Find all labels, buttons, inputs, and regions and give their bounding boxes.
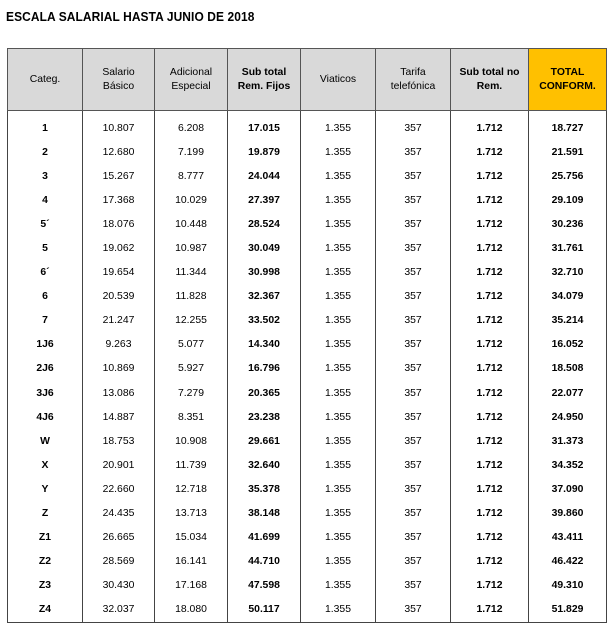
- cell-adicional-especial: 11.344: [155, 261, 228, 285]
- cell-total-conform: 39.860: [529, 502, 607, 526]
- header-total-conform: TOTAL CONFORM.: [529, 49, 607, 111]
- cell-subtotal-rem-fijos: 32.640: [228, 453, 301, 477]
- cell-salario-basico: 19.062: [83, 236, 155, 260]
- cell-tarifa-telefonica: 357: [376, 261, 451, 285]
- cell-tarifa-telefonica: 357: [376, 111, 451, 141]
- cell-salario-basico: 12.680: [83, 140, 155, 164]
- cell-categ: 6´: [8, 261, 83, 285]
- cell-categ: Z: [8, 502, 83, 526]
- cell-adicional-especial: 18.080: [155, 598, 228, 623]
- cell-salario-basico: 17.368: [83, 188, 155, 212]
- cell-viaticos: 1.355: [301, 285, 376, 309]
- cell-total-conform: 25.756: [529, 164, 607, 188]
- cell-viaticos: 1.355: [301, 453, 376, 477]
- cell-total-conform: 32.710: [529, 261, 607, 285]
- table-body: [8, 111, 607, 623]
- cell-subtotal-no-rem: 1.712: [451, 261, 529, 285]
- cell-tarifa-telefonica: 357: [376, 405, 451, 429]
- cell-subtotal-no-rem: 1.712: [451, 309, 529, 333]
- cell-subtotal-no-rem: 1.712: [451, 598, 529, 623]
- cell-subtotal-rem-fijos: 20.365: [228, 381, 301, 405]
- cell-salario-basico: 18.076: [83, 212, 155, 236]
- table-row: [8, 453, 607, 477]
- cell-adicional-especial: 11.828: [155, 285, 228, 309]
- cell-adicional-especial: 13.713: [155, 502, 228, 526]
- cell-viaticos: 1.355: [301, 140, 376, 164]
- cell-viaticos: 1.355: [301, 502, 376, 526]
- cell-subtotal-rem-fijos: 44.710: [228, 550, 301, 574]
- cell-adicional-especial: 5.077: [155, 333, 228, 357]
- cell-salario-basico: 15.267: [83, 164, 155, 188]
- cell-salario-basico: 10.807: [83, 111, 155, 141]
- cell-tarifa-telefonica: 357: [376, 164, 451, 188]
- cell-viaticos: 1.355: [301, 333, 376, 357]
- table-row: [8, 236, 607, 260]
- cell-total-conform: 18.727: [529, 111, 607, 141]
- cell-adicional-especial: 10.987: [155, 236, 228, 260]
- cell-salario-basico: 10.869: [83, 357, 155, 381]
- cell-salario-basico: 28.569: [83, 550, 155, 574]
- cell-adicional-especial: 10.448: [155, 212, 228, 236]
- cell-total-conform: 31.761: [529, 236, 607, 260]
- cell-adicional-especial: 5.927: [155, 357, 228, 381]
- cell-salario-basico: 19.654: [83, 261, 155, 285]
- cell-viaticos: 1.355: [301, 550, 376, 574]
- cell-subtotal-no-rem: 1.712: [451, 357, 529, 381]
- cell-adicional-especial: 7.199: [155, 140, 228, 164]
- cell-viaticos: 1.355: [301, 477, 376, 501]
- header-subtotal-no-rem: Sub total no Rem.: [451, 49, 529, 111]
- table-row: [8, 212, 607, 236]
- table-row: [8, 285, 607, 309]
- table-row: [8, 111, 607, 141]
- table-row: [8, 526, 607, 550]
- cell-viaticos: 1.355: [301, 526, 376, 550]
- cell-subtotal-no-rem: 1.712: [451, 477, 529, 501]
- cell-subtotal-rem-fijos: 47.598: [228, 574, 301, 598]
- cell-subtotal-no-rem: 1.712: [451, 140, 529, 164]
- cell-viaticos: 1.355: [301, 188, 376, 212]
- cell-subtotal-no-rem: 1.712: [451, 111, 529, 141]
- cell-categ: 2: [8, 140, 83, 164]
- cell-total-conform: 35.214: [529, 309, 607, 333]
- cell-viaticos: 1.355: [301, 381, 376, 405]
- cell-subtotal-no-rem: 1.712: [451, 550, 529, 574]
- cell-subtotal-no-rem: 1.712: [451, 429, 529, 453]
- cell-subtotal-rem-fijos: 35.378: [228, 477, 301, 501]
- cell-total-conform: 43.411: [529, 526, 607, 550]
- cell-categ: 2J6: [8, 357, 83, 381]
- table-row: [8, 261, 607, 285]
- table-row: [8, 550, 607, 574]
- cell-categ: 1: [8, 111, 83, 141]
- cell-tarifa-telefonica: 357: [376, 598, 451, 623]
- table-row: [8, 502, 607, 526]
- table-row: [8, 309, 607, 333]
- cell-tarifa-telefonica: 357: [376, 140, 451, 164]
- cell-subtotal-rem-fijos: 50.117: [228, 598, 301, 623]
- cell-categ: 3: [8, 164, 83, 188]
- cell-total-conform: 21.591: [529, 140, 607, 164]
- cell-salario-basico: 14.887: [83, 405, 155, 429]
- cell-adicional-especial: 15.034: [155, 526, 228, 550]
- cell-total-conform: 49.310: [529, 574, 607, 598]
- cell-salario-basico: 22.660: [83, 477, 155, 501]
- cell-subtotal-no-rem: 1.712: [451, 526, 529, 550]
- header-salario-basico: Salario Básico: [83, 49, 155, 111]
- table-row: [8, 140, 607, 164]
- cell-tarifa-telefonica: 357: [376, 550, 451, 574]
- table-row: [8, 598, 607, 623]
- cell-tarifa-telefonica: 357: [376, 526, 451, 550]
- cell-salario-basico: 13.086: [83, 381, 155, 405]
- cell-viaticos: 1.355: [301, 261, 376, 285]
- cell-adicional-especial: 12.718: [155, 477, 228, 501]
- cell-salario-basico: 20.901: [83, 453, 155, 477]
- table-row: [8, 381, 607, 405]
- cell-subtotal-no-rem: 1.712: [451, 502, 529, 526]
- header-viaticos: Viaticos: [301, 49, 376, 111]
- cell-adicional-especial: 8.777: [155, 164, 228, 188]
- cell-categ: Z2: [8, 550, 83, 574]
- cell-subtotal-rem-fijos: 38.148: [228, 502, 301, 526]
- cell-tarifa-telefonica: 357: [376, 236, 451, 260]
- cell-subtotal-no-rem: 1.712: [451, 188, 529, 212]
- cell-viaticos: 1.355: [301, 405, 376, 429]
- cell-viaticos: 1.355: [301, 164, 376, 188]
- cell-total-conform: 16.052: [529, 333, 607, 357]
- cell-tarifa-telefonica: 357: [376, 357, 451, 381]
- cell-categ: 5: [8, 236, 83, 260]
- cell-categ: Z1: [8, 526, 83, 550]
- cell-adicional-especial: 11.739: [155, 453, 228, 477]
- cell-subtotal-rem-fijos: 30.998: [228, 261, 301, 285]
- cell-total-conform: 30.236: [529, 212, 607, 236]
- cell-subtotal-rem-fijos: 29.661: [228, 429, 301, 453]
- cell-subtotal-rem-fijos: 17.015: [228, 111, 301, 141]
- salary-scale-table: [7, 48, 607, 623]
- cell-categ: 4: [8, 188, 83, 212]
- cell-subtotal-no-rem: 1.712: [451, 453, 529, 477]
- table-header-row: [8, 49, 607, 111]
- cell-categ: 7: [8, 309, 83, 333]
- cell-tarifa-telefonica: 357: [376, 212, 451, 236]
- table-row: [8, 477, 607, 501]
- cell-subtotal-rem-fijos: 27.397: [228, 188, 301, 212]
- cell-subtotal-no-rem: 1.712: [451, 381, 529, 405]
- cell-categ: 6: [8, 285, 83, 309]
- cell-categ: Z3: [8, 574, 83, 598]
- cell-adicional-especial: 10.908: [155, 429, 228, 453]
- cell-tarifa-telefonica: 357: [376, 285, 451, 309]
- cell-salario-basico: 9.263: [83, 333, 155, 357]
- cell-categ: W: [8, 429, 83, 453]
- cell-categ: 3J6: [8, 381, 83, 405]
- cell-subtotal-rem-fijos: 32.367: [228, 285, 301, 309]
- header-categ: Categ.: [8, 49, 83, 111]
- table-row: [8, 429, 607, 453]
- cell-adicional-especial: 7.279: [155, 381, 228, 405]
- cell-salario-basico: 30.430: [83, 574, 155, 598]
- cell-tarifa-telefonica: 357: [376, 381, 451, 405]
- cell-subtotal-no-rem: 1.712: [451, 164, 529, 188]
- cell-tarifa-telefonica: 357: [376, 309, 451, 333]
- table-row: [8, 164, 607, 188]
- cell-total-conform: 34.352: [529, 453, 607, 477]
- cell-viaticos: 1.355: [301, 598, 376, 623]
- table-row: [8, 574, 607, 598]
- cell-categ: X: [8, 453, 83, 477]
- table-row: [8, 188, 607, 212]
- cell-salario-basico: 26.665: [83, 526, 155, 550]
- cell-total-conform: 22.077: [529, 381, 607, 405]
- cell-viaticos: 1.355: [301, 212, 376, 236]
- cell-total-conform: 29.109: [529, 188, 607, 212]
- table-row: [8, 405, 607, 429]
- cell-adicional-especial: 17.168: [155, 574, 228, 598]
- cell-adicional-especial: 16.141: [155, 550, 228, 574]
- table-row: [8, 333, 607, 357]
- cell-viaticos: 1.355: [301, 574, 376, 598]
- cell-tarifa-telefonica: 357: [376, 453, 451, 477]
- cell-subtotal-no-rem: 1.712: [451, 285, 529, 309]
- page-title: ESCALA SALARIAL HASTA JUNIO DE 2018: [6, 9, 255, 24]
- cell-adicional-especial: 6.208: [155, 111, 228, 141]
- cell-adicional-especial: 10.029: [155, 188, 228, 212]
- cell-tarifa-telefonica: 357: [376, 477, 451, 501]
- cell-viaticos: 1.355: [301, 309, 376, 333]
- cell-tarifa-telefonica: 357: [376, 429, 451, 453]
- cell-subtotal-rem-fijos: 33.502: [228, 309, 301, 333]
- cell-categ: 4J6: [8, 405, 83, 429]
- cell-categ: 5´: [8, 212, 83, 236]
- cell-adicional-especial: 12.255: [155, 309, 228, 333]
- cell-categ: Y: [8, 477, 83, 501]
- cell-total-conform: 18.508: [529, 357, 607, 381]
- cell-salario-basico: 24.435: [83, 502, 155, 526]
- cell-total-conform: 37.090: [529, 477, 607, 501]
- cell-subtotal-rem-fijos: 19.879: [228, 140, 301, 164]
- cell-tarifa-telefonica: 357: [376, 333, 451, 357]
- cell-salario-basico: 18.753: [83, 429, 155, 453]
- header-subtotal-rem-fijos: Sub total Rem. Fijos: [228, 49, 301, 111]
- cell-subtotal-no-rem: 1.712: [451, 333, 529, 357]
- cell-salario-basico: 20.539: [83, 285, 155, 309]
- cell-subtotal-rem-fijos: 28.524: [228, 212, 301, 236]
- cell-tarifa-telefonica: 357: [376, 574, 451, 598]
- cell-adicional-especial: 8.351: [155, 405, 228, 429]
- cell-subtotal-rem-fijos: 30.049: [228, 236, 301, 260]
- cell-subtotal-no-rem: 1.712: [451, 236, 529, 260]
- cell-total-conform: 31.373: [529, 429, 607, 453]
- cell-subtotal-no-rem: 1.712: [451, 212, 529, 236]
- cell-viaticos: 1.355: [301, 357, 376, 381]
- cell-categ: 1J6: [8, 333, 83, 357]
- cell-viaticos: 1.355: [301, 111, 376, 141]
- cell-total-conform: 51.829: [529, 598, 607, 623]
- cell-viaticos: 1.355: [301, 429, 376, 453]
- cell-subtotal-rem-fijos: 16.796: [228, 357, 301, 381]
- cell-total-conform: 24.950: [529, 405, 607, 429]
- cell-subtotal-no-rem: 1.712: [451, 405, 529, 429]
- header-tarifa-telefonica: Tarifa telefónica: [376, 49, 451, 111]
- cell-subtotal-no-rem: 1.712: [451, 574, 529, 598]
- header-adicional-especial: Adicional Especial: [155, 49, 228, 111]
- cell-total-conform: 34.079: [529, 285, 607, 309]
- cell-tarifa-telefonica: 357: [376, 188, 451, 212]
- cell-salario-basico: 21.247: [83, 309, 155, 333]
- cell-subtotal-rem-fijos: 14.340: [228, 333, 301, 357]
- cell-total-conform: 46.422: [529, 550, 607, 574]
- cell-subtotal-rem-fijos: 24.044: [228, 164, 301, 188]
- table-row: [8, 357, 607, 381]
- cell-subtotal-rem-fijos: 41.699: [228, 526, 301, 550]
- cell-tarifa-telefonica: 357: [376, 502, 451, 526]
- cell-salario-basico: 32.037: [83, 598, 155, 623]
- cell-viaticos: 1.355: [301, 236, 376, 260]
- cell-categ: Z4: [8, 598, 83, 623]
- cell-subtotal-rem-fijos: 23.238: [228, 405, 301, 429]
